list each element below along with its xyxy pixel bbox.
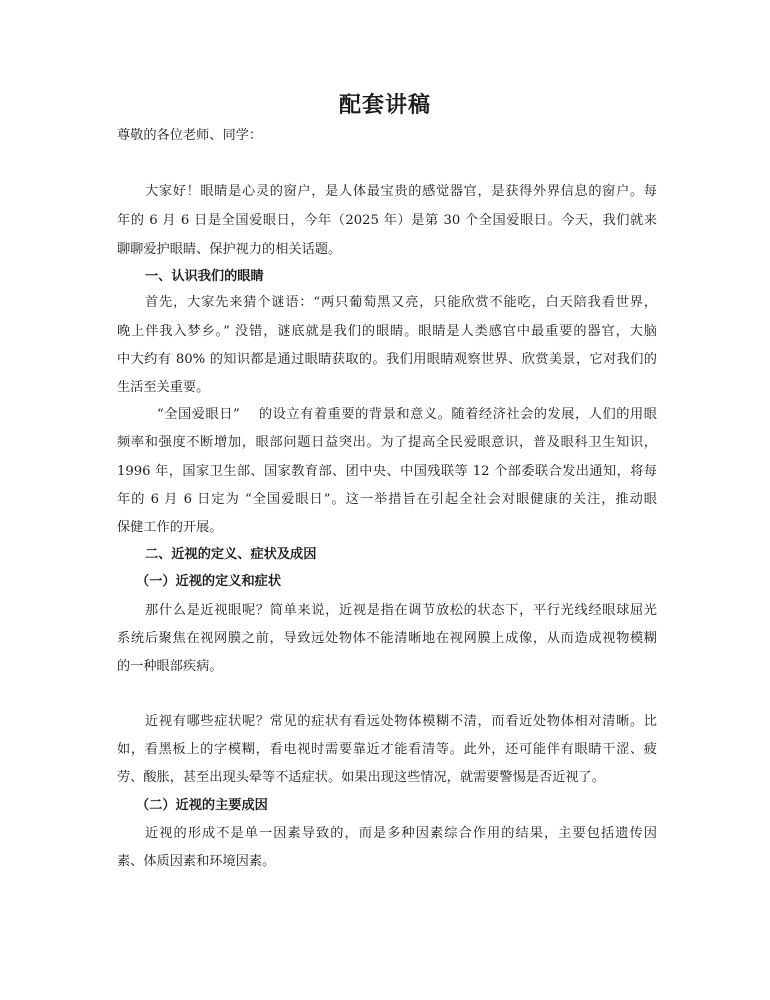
sub2-p1-line-2: 素、体质因素和环境因素。 bbox=[117, 854, 276, 869]
sub1-p1-line-1: 那什么是近视眼呢？简单来说，近视是指在调节放松的状态下，平行光线经眼球屈光 bbox=[145, 603, 657, 618]
sub1-p1-line-2: 系统后聚焦在视网膜之前，导致远处物体不能清晰地在视网膜上成像，从而造成视物模糊 bbox=[117, 631, 657, 646]
sub1-p2-line-1: 近视有哪些症状呢？常见的症状有看远处物体模糊不清，而看近处物体相对清晰。比 bbox=[145, 714, 657, 729]
intro-line-2: 年的 6 月 6 日是全国爱眼日，今年（2025 年）是第 30 个全国爱眼日。今天，我们就来 bbox=[117, 213, 657, 228]
section2-heading: 二、近视的定义、症状及成因 bbox=[145, 547, 317, 562]
sub1-p2-line-2: 如，看黑板上的字模糊，看电视时需要靠近才能看清等。此外，还可能伴有眼睛干涩、疲 bbox=[117, 742, 657, 757]
sub1-p2-line-3: 劳、酸胀，甚至出现头晕等不适症状。如果出现这些情况，就需要警惕是否近视了。 bbox=[117, 770, 605, 785]
subsection1-heading: （一）近视的定义和症状 bbox=[136, 574, 282, 589]
section1-p1-line-4: 生活至关重要。 bbox=[117, 380, 210, 395]
section1-p1-line-3: 中大约有 80% 的知识都是通过眼睛获取的。我们用眼睛观察世界、欣赏美景，它对我们的 bbox=[117, 352, 657, 367]
sub1-p1-line-3: 的一种眼部疾病。 bbox=[117, 659, 223, 674]
page-title: 配套讲稿 bbox=[338, 92, 431, 118]
section1-p1-line-2: 晚上伴我入梦乡。” 没错，谜底就是我们的眼睛。眼睛是人类感官中最重要的器官，大脑 bbox=[117, 324, 657, 339]
section1-heading: 一、认识我们的眼睛 bbox=[145, 269, 264, 284]
intro-line-3: 聊聊爱护眼睛、保护视力的相关话题。 bbox=[117, 242, 342, 257]
subsection2-heading: （二）近视的主要成因 bbox=[136, 798, 268, 813]
section1-p2-line-2: 频率和强度不断增加，眼部问题日益突出。为了提高全民爱眼意识，普及眼科卫生知识， bbox=[117, 435, 657, 450]
section1-p1-line-1: 首先，大家先来猜个谜语：“两只葡萄黑又亮，只能欣赏不能吃，白天陪我看世界， bbox=[145, 295, 657, 310]
section1-p2-line-5: 保健工作的开展。 bbox=[117, 520, 223, 535]
section1-p2-line-4: 年的 6 月 6 日定为 “全国爱眼日”。这一举措旨在引起全社会对眼健康的关注，推动眼 bbox=[117, 492, 657, 507]
greeting: 尊敬的各位老师、同学： bbox=[117, 128, 263, 143]
section1-p2-line-3: 1996 年，国家卫生部、国家教育部、团中央、中国残联等 12 个部委联合发出通知，将每 bbox=[117, 464, 657, 479]
intro-line-1: 大家好！眼睛是心灵的窗户，是人体最宝贵的感觉器官，是获得外界信息的窗户。每 bbox=[145, 184, 657, 199]
sub2-p1-line-1: 近视的形成不是单一因素导致的，而是多种因素综合作用的结果，主要包括遗传因 bbox=[145, 826, 657, 841]
section1-p2-line-1: “全国爱眼日” 的设立有着重要的背景和意义。随着经济社会的发展，人们的用眼 bbox=[157, 407, 657, 422]
